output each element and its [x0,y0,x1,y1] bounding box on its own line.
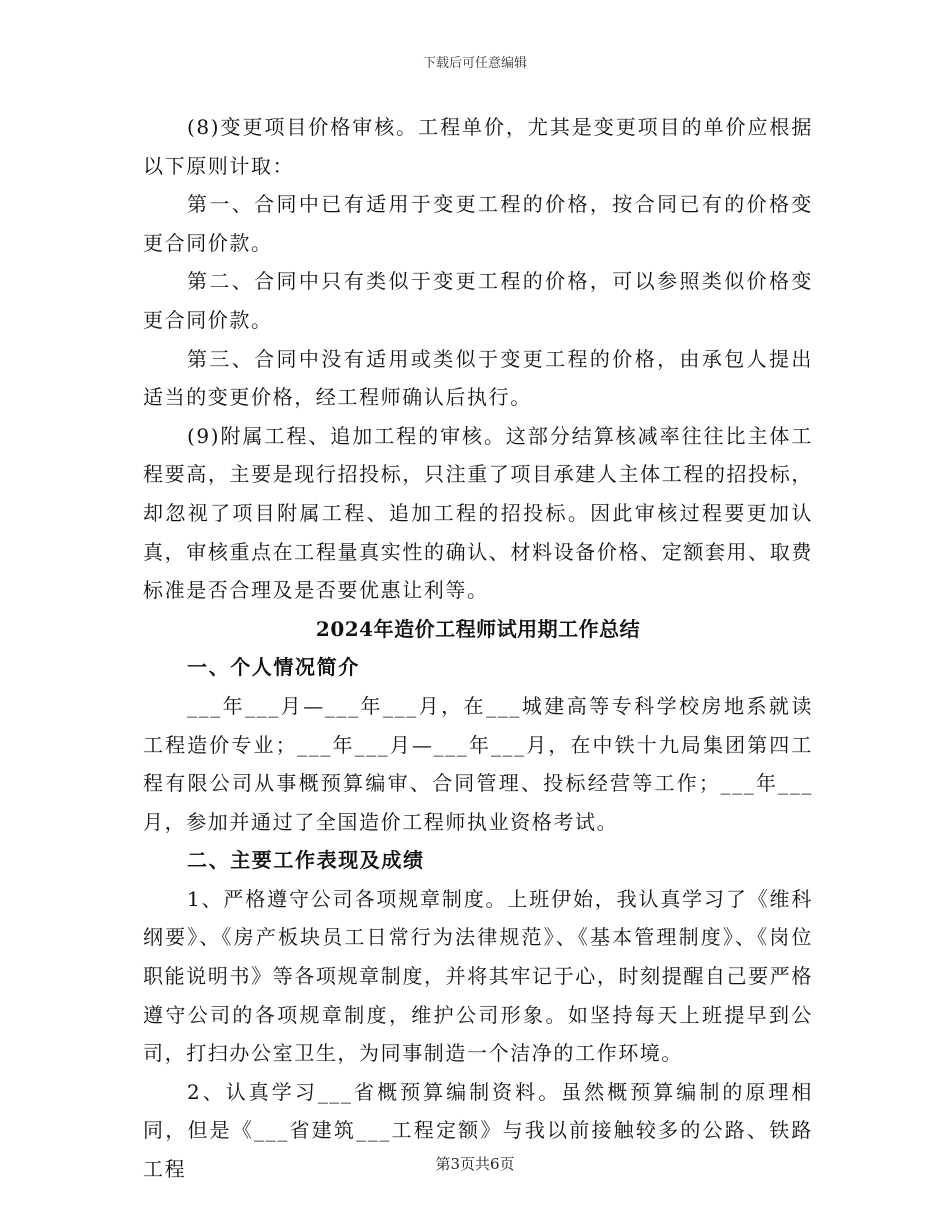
paragraph-first: 第一、合同中已有适用于变更工程的价格，按合同已有的价格变更合同价款。 [143,192,813,255]
paragraph-9: (9)附属工程、追加工程的审核。这部分结算核减率往往比主体工程要高，主要是现行招投标，只注重了项目承建人主体工程的招投标，却忽视了项目附属工程、追加工程的招投标。因此审核过程要更加认真，审核重点在工程量真实性的确认、材料设备价格、定额套用、取费标准是否合理及是否要优惠让利等。 [143,423,813,603]
page-footer: 第3页共6页 [435,1155,515,1173]
section-2-item-2: 2、认真学习___省概预算编制资料。虽然概预算编制的原理相同，但是《___省建筑___工程定额》与我以前接触较多的公路、铁路工程 [143,1079,813,1182]
section-1-heading: 一、个人情况简介 [187,655,360,680]
paragraph-second: 第二、合同中只有类似于变更工程的价格，可以参照类似价格变更合同价款。 [143,269,813,332]
section-2-item-1: 1、严格遵守公司各项规章制度。上班伊始，我认真学习了《维科纲要》、《房产板块员工日常行为法律规范》、《基本管理制度》、《岗位职能说明书》等各项规章制度，并将其牢记于心，时刻提醒自己要严格遵守公司的各项规章制度，维护公司形象。如坚持每天上班提早到公司，打扫办公室卫生，为同事制造一个洁净的工作环境。 [143,886,813,1066]
section-1-text: ___年___月—___年___月，在___城建高等专科学校房地系就读工程造价专业；___年___月—___年___月，在中铁十九局集团第四工程有限公司从事概预算编审、合同管理、投标经营等工作；___年___月，参加并通过了全国造价工程师执业资格考试。 [143,693,813,834]
paragraph-third: 第三、合同中没有适用或类似于变更工程的价格，由承包人提出适当的变更价格，经工程师确认后执行。 [143,346,813,410]
document-title: 2024年造价工程师试用期工作总结 [315,616,641,641]
document-body [143,108,813,1189]
section-2-heading: 二、主要工作表现及成绩 [187,848,425,873]
page-header: 下载后可任意编辑 [422,56,527,71]
paragraph-8: (8)变更项目价格审核。工程单价，尤其是变更项目的单价应根据以下原则计取： [143,115,813,178]
